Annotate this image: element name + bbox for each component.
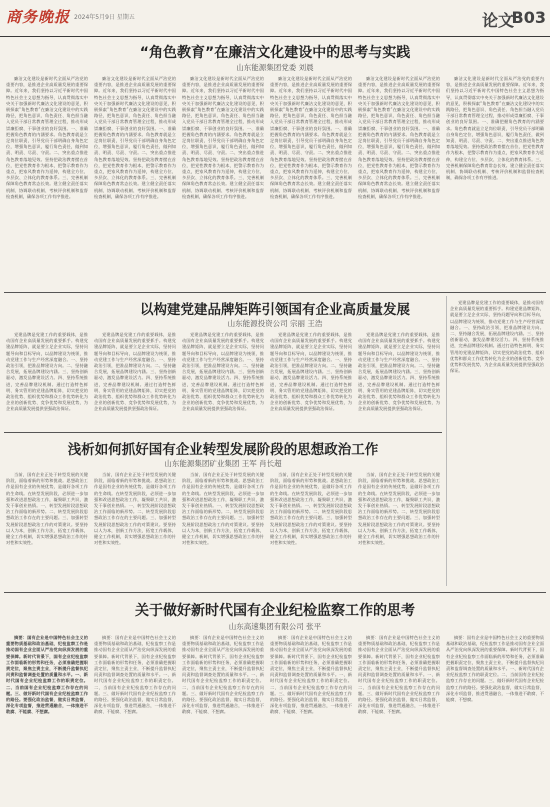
- article-4-column: 摘要：国有企业是中国特色社会主义的重要物质基础和政治基础，纪检监察工作是推动国有企业全面从严治党向纵深发展的重要保障。新时代背景下，国有企业纪检监察工作面临新的形势和任务，必须准确把握职责定位，聚焦主责主业，不断提升监督执纪问责和监督调查处置的质量和水平。一、新时代国有企业纪检监察工作的职责定位。二、当前国有企业纪检监察工作存在的问题。三、做好新时代国有企业纪检监察工作的路径。要强化政治监督，做实日常监督，深化专项监督，推进贯通融合，一体推进不敢腐、不能腐、不想腐。: [358, 635, 440, 715]
- section-divider: [4, 432, 442, 433]
- article-2-column: 党建品牌是党建工作的重要载体，是推动国有企业高质量发展的重要抓手。构建党建品牌矩阵，就是要立足企业实际，坚持问题导向和目标导向，以品牌建设为统领，推动党建工作与生产经营深度融合。一、坚持政治引领，把准品牌建设方向。二、坚持融合发展，拓展品牌建设内涵。三、坚持创新驱动，激发品牌建设活力。四、坚持系统推进，完善品牌建设机制。通过打造特色鲜明、务实管用的党建品牌矩阵，切实把党的政治优势、组织优势和群众工作优势转化为企业的创新优势、竞争优势和发展优势，为企业高质量发展提供坚强政治保证。: [358, 332, 440, 412]
- article-2-column: 党建品牌是党建工作的重要载体，是推动国有企业高质量发展的重要抓手。构建党建品牌矩阵，就是要立足企业实际，坚持问题导向和目标导向，以品牌建设为统领，推动党建工作与生产经营深度融合。一、坚持政治引领，把准品牌建设方向。二、坚持融合发展，拓展品牌建设内涵。三、坚持创新驱动，激发品牌建设活力。四、坚持系统推进，完善品牌建设机制。通过打造特色鲜明、务实管用的党建品牌矩阵，切实把党的政治优势、组织优势和群众工作优势转化为企业的创新优势、竞争优势和发展优势，为企业高质量发展提供坚强政治保证。: [6, 332, 88, 412]
- article-1-byline: 山东能源集团党委 刘晨: [236, 63, 314, 72]
- article-2-column: 党建品牌是党建工作的重要载体，是推动国有企业高质量发展的重要抓手。构建党建品牌矩阵，就是要立足企业实际，坚持问题导向和目标导向，以品牌建设为统领，推动党建工作与生产经营深度融合。一、坚持政治引领，把准品牌建设方向。二、坚持融合发展，拓展品牌建设内涵。三、坚持创新驱动，激发品牌建设活力。四、坚持系统推进，完善品牌建设机制。通过打造特色鲜明、务实管用的党建品牌矩阵，切实把党的政治优势、组织优势和群众工作优势转化为企业的创新优势、竞争优势和发展优势，为企业高质量发展提供坚强政治保证。: [270, 332, 352, 412]
- masthead: [0, 0, 550, 37]
- section-divider: [4, 292, 546, 293]
- article-3-headline: 浅析如何抓好国有企业转型发展阶段的思想政治工作: [67, 442, 379, 458]
- issue-date: 2024年5月9日 星期五: [74, 14, 135, 21]
- article-3-byline: 山东能源集团矿业集团 王军 肖长超: [164, 459, 282, 468]
- article-2-column: 党建品牌是党建工作的重要载体，是推动国有企业高质量发展的重要抓手。构建党建品牌矩阵，就是要立足企业实际，坚持问题导向和目标导向，以品牌建设为统领，推动党建工作与生产经营深度融合。一、坚持政治引领，把准品牌建设方向。二、坚持融合发展，拓展品牌建设内涵。三、坚持创新驱动，激发品牌建设活力。四、坚持系统推进，完善品牌建设机制。通过打造特色鲜明、务实管用的党建品牌矩阵，切实把党的政治优势、组织优势和群众工作优势转化为企业的创新优势、竞争优势和发展优势，为企业高质量发展提供坚强政治保证。: [182, 332, 264, 412]
- article-4-byline: 山东高速集团有限公司 张平: [228, 622, 322, 631]
- article-3-column: 当前，国有企业正处于转型发展的关键阶段，面临着新的形势和挑战。思想政治工作是国有企业的传统优势，是做好各项工作的生命线。在转型发展阶段，必须进一步加强和改进思想政治工作，凝聚职工共识，激发干事创业热情。一、转型发展阶段思想政治工作面临的新形势。二、转型发展阶段思想政治工作存在的主要问题。三、加强转型发展阶段思想政治工作的对策建议。要坚持以人为本，创新工作方法，拓宽工作载体，健全工作机制，切实增强思想政治工作的针对性和实效性。: [94, 472, 176, 546]
- article-4-abstract-column: 摘要：国有企业是中国特色社会主义的重要物质基础和政治基础，纪检监察工作是推动国有企业全面从严治党向纵深发展的重要保障。新时代背景下，国有企业纪检监察工作面临新的形势和任务，必须准确把握职责定位，聚焦主责主业，不断提升监督执纪问责和监督调查处置的质量和水平。一、新时代国有企业纪检监察工作的职责定位。二、当前国有企业纪检监察工作存在的问题。三、做好新时代国有企业纪检监察工作的路径。要强化政治监督，做实日常监督，深化专项监督，推进贯通融合，一体推进不敢腐、不能腐、不想腐。: [6, 635, 88, 715]
- article-3-column: 当前，国有企业正处于转型发展的关键阶段，面临着新的形势和挑战。思想政治工作是国有企业的传统优势，是做好各项工作的生命线。在转型发展阶段，必须进一步加强和改进思想政治工作，凝聚职工共识，激发干事创业热情。一、转型发展阶段思想政治工作面临的新形势。二、转型发展阶段思想政治工作存在的主要问题。三、加强转型发展阶段思想政治工作的对策建议。要坚持以人为本，创新工作方法，拓宽工作载体，健全工作机制，切实增强思想政治工作的针对性和实效性。: [182, 472, 264, 546]
- newspaper-logo: 商务晚报: [6, 8, 71, 26]
- article-2-headline: 以构建党建品牌矩阵引领国有企业高质量发展: [140, 302, 410, 318]
- article-1-column: 廉洁文化建设是新时代全面从严治党的重要内容，是推进企业高质量发展的重要保障。近年来，我们坚持以习近平新时代中国特色社会主义思想为指导，认真贯彻落实中央关于加强新时代廉洁文化建设的意见，积极探索“角色教育”在廉洁文化建设中的实践路径，把角色意识、角色责任、角色担当融入党员干部日常教育管理全过程，推动形成崇廉拒腐、干事创业的良好氛围。一、准确把握角色教育的内涵要求。角色教育就是立足岗位职责，引导党员干部明确自身角色定位，增强角色意识，履行角色责任，做到知责、明责、尽责、守责。二、突出重点推进角色教育落地见效。坚持把政治教育摆在首位，把党性教育作为根本，把警示教育作为重点，把家风教育作为延伸，构建全方位、多层次、立体化的教育体系。三、完善机制保障角色教育常态长效。建立健全责任落实机制、协调联动机制、考核评价机制和监督检查机制，确保各项工作有序推进。: [6, 76, 88, 199]
- page-number: B03: [511, 8, 546, 27]
- continuation-column: 党建品牌是党建工作的重要载体，是推动国有企业高质量发展的重要抓手。构建党建品牌矩阵，就是要立足企业实际，坚持问题导向和目标导向，以品牌建设为统领，推动党建工作与生产经营深度融合。一、坚持政治引领，把准品牌建设方向。二、坚持融合发展，拓展品牌建设内涵。三、坚持创新驱动，激发品牌建设活力。四、坚持系统推进，完善品牌建设机制。通过打造特色鲜明、务实管用的党建品牌矩阵，切实把党的政治优势、组织优势和群众工作优势转化为企业的创新优势、竞争优势和发展优势，为企业高质量发展提供坚强政治保证。: [450, 300, 544, 374]
- article-1-column: 廉洁文化建设是新时代全面从严治党的重要内容，是推进企业高质量发展的重要保障。近年来，我们坚持以习近平新时代中国特色社会主义思想为指导，认真贯彻落实中央关于加强新时代廉洁文化建设的意见，积极探索“角色教育”在廉洁文化建设中的实践路径，把角色意识、角色责任、角色担当融入党员干部日常教育管理全过程，推动形成崇廉拒腐、干事创业的良好氛围。一、准确把握角色教育的内涵要求。角色教育就是立足岗位职责，引导党员干部明确自身角色定位，增强角色意识，履行角色责任，做到知责、明责、尽责、守责。二、突出重点推进角色教育落地见效。坚持把政治教育摆在首位，把党性教育作为根本，把警示教育作为重点，把家风教育作为延伸，构建全方位、多层次、立体化的教育体系。三、完善机制保障角色教育常态长效。建立健全责任落实机制、协调联动机制、考核评价机制和监督检查机制，确保各项工作有序推进。: [446, 76, 544, 181]
- article-4-headline: 关于做好新时代国有企业纪检监察工作的思考: [135, 603, 415, 619]
- article-3-column: 当前，国有企业正处于转型发展的关键阶段，面临着新的形势和挑战。思想政治工作是国有企业的传统优势，是做好各项工作的生命线。在转型发展阶段，必须进一步加强和改进思想政治工作，凝聚职工共识，激发干事创业热情。一、转型发展阶段思想政治工作面临的新形势。二、转型发展阶段思想政治工作存在的主要问题。三、加强转型发展阶段思想政治工作的对策建议。要坚持以人为本，创新工作方法，拓宽工作载体，健全工作机制，切实增强思想政治工作的针对性和实效性。: [270, 472, 352, 546]
- column-divider: [446, 296, 447, 586]
- article-4-column: 摘要：国有企业是中国特色社会主义的重要物质基础和政治基础，纪检监察工作是推动国有企业全面从严治党向纵深发展的重要保障。新时代背景下，国有企业纪检监察工作面临新的形势和任务，必须准确把握职责定位，聚焦主责主业，不断提升监督执纪问责和监督调查处置的质量和水平。一、新时代国有企业纪检监察工作的职责定位。二、当前国有企业纪检监察工作存在的问题。三、做好新时代国有企业纪检监察工作的路径。要强化政治监督，做实日常监督，深化专项监督，推进贯通融合，一体推进不敢腐、不能腐、不想腐。: [182, 635, 264, 715]
- section-name: 论文: [481, 11, 514, 30]
- article-1-column: 廉洁文化建设是新时代全面从严治党的重要内容，是推进企业高质量发展的重要保障。近年来，我们坚持以习近平新时代中国特色社会主义思想为指导，认真贯彻落实中央关于加强新时代廉洁文化建设的意见，积极探索“角色教育”在廉洁文化建设中的实践路径，把角色意识、角色责任、角色担当融入党员干部日常教育管理全过程，推动形成崇廉拒腐、干事创业的良好氛围。一、准确把握角色教育的内涵要求。角色教育就是立足岗位职责，引导党员干部明确自身角色定位，增强角色意识，履行角色责任，做到知责、明责、尽责、守责。二、突出重点推进角色教育落地见效。坚持把政治教育摆在首位，把党性教育作为根本，把警示教育作为重点，把家风教育作为延伸，构建全方位、多层次、立体化的教育体系。三、完善机制保障角色教育常态长效。建立健全责任落实机制、协调联动机制、考核评价机制和监督检查机制，确保各项工作有序推进。: [270, 76, 352, 199]
- article-2-byline: 山东能源投资公司 宗丽 王浩: [227, 319, 323, 328]
- article-1-column: 廉洁文化建设是新时代全面从严治党的重要内容，是推进企业高质量发展的重要保障。近年来，我们坚持以习近平新时代中国特色社会主义思想为指导，认真贯彻落实中央关于加强新时代廉洁文化建设的意见，积极探索“角色教育”在廉洁文化建设中的实践路径，把角色意识、角色责任、角色担当融入党员干部日常教育管理全过程，推动形成崇廉拒腐、干事创业的良好氛围。一、准确把握角色教育的内涵要求。角色教育就是立足岗位职责，引导党员干部明确自身角色定位，增强角色意识，履行角色责任，做到知责、明责、尽责、守责。二、突出重点推进角色教育落地见效。坚持把政治教育摆在首位，把党性教育作为根本，把警示教育作为重点，把家风教育作为延伸，构建全方位、多层次、立体化的教育体系。三、完善机制保障角色教育常态长效。建立健全责任落实机制、协调联动机制、考核评价机制和监督检查机制，确保各项工作有序推进。: [94, 76, 176, 199]
- article-2-column: 党建品牌是党建工作的重要载体，是推动国有企业高质量发展的重要抓手。构建党建品牌矩阵，就是要立足企业实际，坚持问题导向和目标导向，以品牌建设为统领，推动党建工作与生产经营深度融合。一、坚持政治引领，把准品牌建设方向。二、坚持融合发展，拓展品牌建设内涵。三、坚持创新驱动，激发品牌建设活力。四、坚持系统推进，完善品牌建设机制。通过打造特色鲜明、务实管用的党建品牌矩阵，切实把党的政治优势、组织优势和群众工作优势转化为企业的创新优势、竞争优势和发展优势，为企业高质量发展提供坚强政治保证。: [94, 332, 176, 412]
- section-divider: [4, 592, 546, 593]
- article-1-headline: “角色教育”在廉洁文化建设中的思考与实践: [139, 45, 411, 61]
- article-1-column: 廉洁文化建设是新时代全面从严治党的重要内容，是推进企业高质量发展的重要保障。近年来，我们坚持以习近平新时代中国特色社会主义思想为指导，认真贯彻落实中央关于加强新时代廉洁文化建设的意见，积极探索“角色教育”在廉洁文化建设中的实践路径，把角色意识、角色责任、角色担当融入党员干部日常教育管理全过程，推动形成崇廉拒腐、干事创业的良好氛围。一、准确把握角色教育的内涵要求。角色教育就是立足岗位职责，引导党员干部明确自身角色定位，增强角色意识，履行角色责任，做到知责、明责、尽责、守责。二、突出重点推进角色教育落地见效。坚持把政治教育摆在首位，把党性教育作为根本，把警示教育作为重点，把家风教育作为延伸，构建全方位、多层次、立体化的教育体系。三、完善机制保障角色教育常态长效。建立健全责任落实机制、协调联动机制、考核评价机制和监督检查机制，确保各项工作有序推进。: [182, 76, 264, 199]
- article-3-column: 当前，国有企业正处于转型发展的关键阶段，面临着新的形势和挑战。思想政治工作是国有企业的传统优势，是做好各项工作的生命线。在转型发展阶段，必须进一步加强和改进思想政治工作，凝聚职工共识，激发干事创业热情。一、转型发展阶段思想政治工作面临的新形势。二、转型发展阶段思想政治工作存在的主要问题。三、加强转型发展阶段思想政治工作的对策建议。要坚持以人为本，创新工作方法，拓宽工作载体，健全工作机制，切实增强思想政治工作的针对性和实效性。: [6, 472, 88, 546]
- article-4-column: 摘要：国有企业是中国特色社会主义的重要物质基础和政治基础，纪检监察工作是推动国有企业全面从严治党向纵深发展的重要保障。新时代背景下，国有企业纪检监察工作面临新的形势和任务，必须准确把握职责定位，聚焦主责主业，不断提升监督执纪问责和监督调查处置的质量和水平。一、新时代国有企业纪检监察工作的职责定位。二、当前国有企业纪检监察工作存在的问题。三、做好新时代国有企业纪检监察工作的路径。要强化政治监督，做实日常监督，深化专项监督，推进贯通融合，一体推进不敢腐、不能腐、不想腐。: [270, 635, 352, 715]
- article-3-column: 当前，国有企业正处于转型发展的关键阶段，面临着新的形势和挑战。思想政治工作是国有企业的传统优势，是做好各项工作的生命线。在转型发展阶段，必须进一步加强和改进思想政治工作，凝聚职工共识，激发干事创业热情。一、转型发展阶段思想政治工作面临的新形势。二、转型发展阶段思想政治工作存在的主要问题。三、加强转型发展阶段思想政治工作的对策建议。要坚持以人为本，创新工作方法，拓宽工作载体，健全工作机制，切实增强思想政治工作的针对性和实效性。: [358, 472, 440, 546]
- article-1-column: 廉洁文化建设是新时代全面从严治党的重要内容，是推进企业高质量发展的重要保障。近年来，我们坚持以习近平新时代中国特色社会主义思想为指导，认真贯彻落实中央关于加强新时代廉洁文化建设的意见，积极探索“角色教育”在廉洁文化建设中的实践路径，把角色意识、角色责任、角色担当融入党员干部日常教育管理全过程，推动形成崇廉拒腐、干事创业的良好氛围。一、准确把握角色教育的内涵要求。角色教育就是立足岗位职责，引导党员干部明确自身角色定位，增强角色意识，履行角色责任，做到知责、明责、尽责、守责。二、突出重点推进角色教育落地见效。坚持把政治教育摆在首位，把党性教育作为根本，把警示教育作为重点，把家风教育作为延伸，构建全方位、多层次、立体化的教育体系。三、完善机制保障角色教育常态长效。建立健全责任落实机制、协调联动机制、考核评价机制和监督检查机制，确保各项工作有序推进。: [358, 76, 440, 199]
- article-4-column: 摘要：国有企业是中国特色社会主义的重要物质基础和政治基础，纪检监察工作是推动国有企业全面从严治党向纵深发展的重要保障。新时代背景下，国有企业纪检监察工作面临新的形势和任务，必须准确把握职责定位，聚焦主责主业，不断提升监督执纪问责和监督调查处置的质量和水平。一、新时代国有企业纪检监察工作的职责定位。二、当前国有企业纪检监察工作存在的问题。三、做好新时代国有企业纪检监察工作的路径。要强化政治监督，做实日常监督，深化专项监督，推进贯通融合，一体推进不敢腐、不能腐、不想腐。: [446, 635, 544, 703]
- article-4-column: 摘要：国有企业是中国特色社会主义的重要物质基础和政治基础，纪检监察工作是推动国有企业全面从严治党向纵深发展的重要保障。新时代背景下，国有企业纪检监察工作面临新的形势和任务，必须准确把握职责定位，聚焦主责主业，不断提升监督执纪问责和监督调查处置的质量和水平。一、新时代国有企业纪检监察工作的职责定位。二、当前国有企业纪检监察工作存在的问题。三、做好新时代国有企业纪检监察工作的路径。要强化政治监督，做实日常监督，深化专项监督，推进贯通融合，一体推进不敢腐、不能腐、不想腐。: [94, 635, 176, 715]
